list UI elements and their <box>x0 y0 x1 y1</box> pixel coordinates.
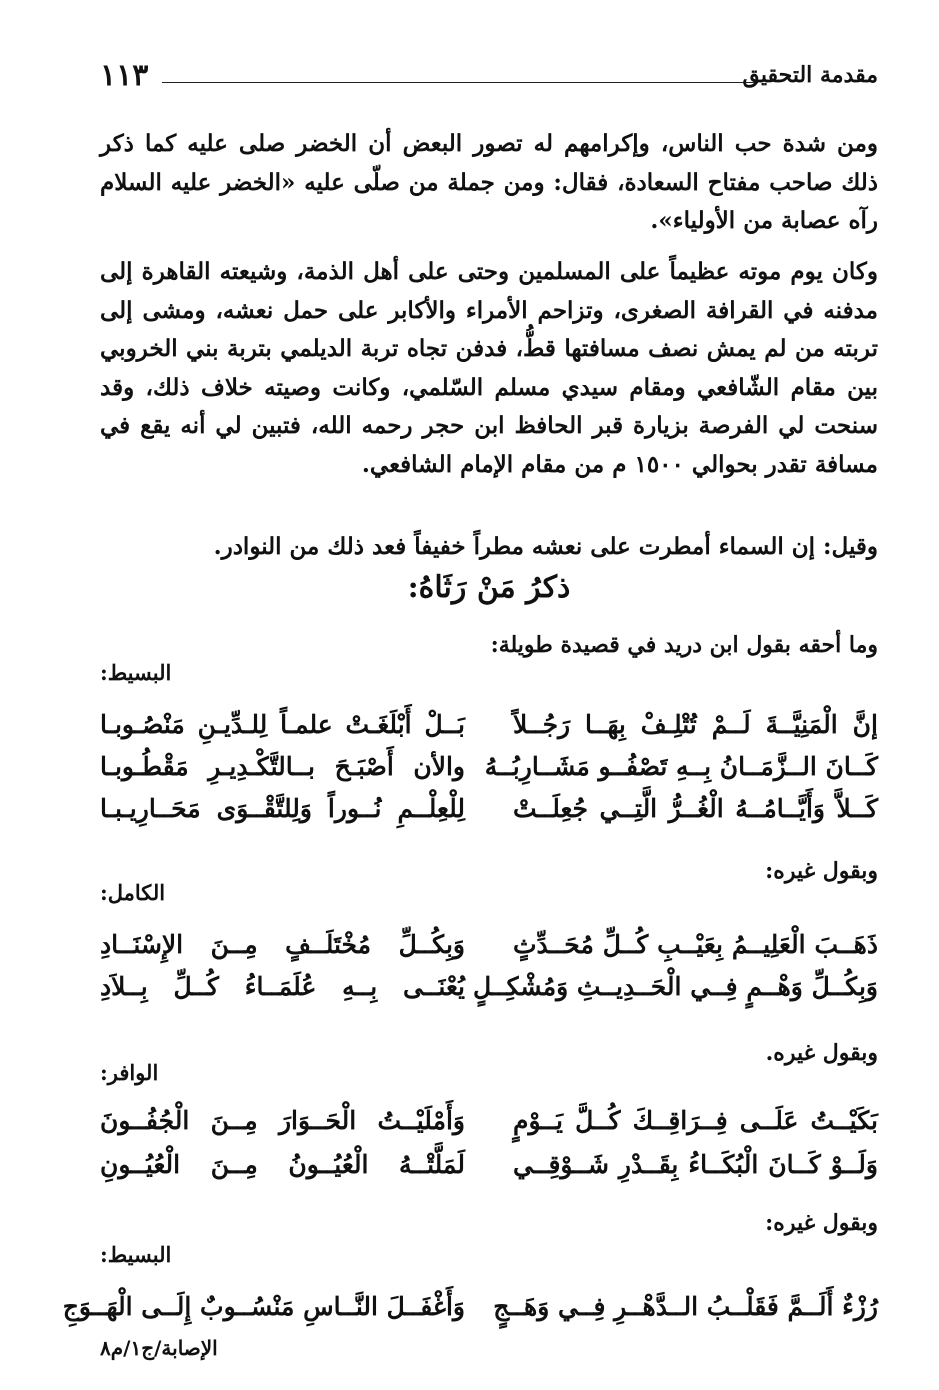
verse-first-hemistich: ذَهَــبَ الْعَلِيــمُ بِعَيْــبِ كُــلِّ مُحَــدِّثٍ <box>513 930 878 959</box>
page-number: ١١٣ <box>100 58 149 93</box>
verse-second-hemistich: يُعْنَــى بِــهِ عُلَمَــاءُ كُــلِّ بِــلاَدِ <box>100 972 465 1001</box>
running-header <box>100 58 878 98</box>
header-rule <box>162 82 758 83</box>
verse-second-hemistich: والأن أَصْبَـحَ بــالتَّكْـدِيـرِ مَقْطُـوبـا <box>100 752 465 781</box>
paragraph-khidr: ومن شدة حب الناس، وإكرامهم له تصور البعض أن الخضر صلى عليه كما ذكر ذلك صاحب مفتاح السعادة، فقال: ومن جملة من صلّى عليه «الخضر عليه السلام رآه عصابة من الأولياء». <box>100 130 878 234</box>
verse-row <box>100 794 878 834</box>
verse-second-hemistich: لِلْعِلْــمِ نُــوراً وَلِلتَّقْــوَى مَحَــارِيـبـا <box>100 794 465 823</box>
poem-meter: البسيط: <box>100 660 172 685</box>
verse-first-hemistich: إنَّ الْمَنِيَّــةَ لَــمْ تُتْلِـفْ بِهَــا رَجُــلاً <box>513 710 878 739</box>
verse-first-hemistich: وَبِكُــلِّ وَهْــمٍ فِــي الْحَــدِيــثِ وَمُشْكِــلٍ <box>473 972 878 1001</box>
paragraph-funeral: وكان يوم موته عظيماً على المسلمين وحتى على أهل الذمة، وشيعته القاهرة إلى مدفنه في القرافة الصغرى، وتزاحم الأمراء والأكابر على حمل نعشه، ومشى إلى تربته من لم يمش نصف مسافتها قطُّ، فدفن تجاه تربة الديلمي بتربة بني الخروبي بين مقام الشّافعي ومقام سيدي مسلم السّلمي، وكانت وصيته خلاف ذلك، وقد سنحت لي الفرصة بزيارة قبر الحافظ ابن حجر رحمه الله، فتبين لي أنه يقع في مسافة تقدر بحوالي ١٥٠٠ م من مقام الإمام الشافعي. <box>100 258 878 478</box>
poem-intro: وبقول غيره. <box>765 1040 878 1066</box>
verse-row <box>100 752 878 792</box>
poem-meter: الوافر: <box>100 1060 159 1085</box>
verse-second-hemistich: وَأَمْلَيْــتُ الْحَــوَارَ مِــنَ الْجُفُــونَ <box>100 1106 465 1135</box>
verse-first-hemistich: رُزْءٌ أَلَــمَّ فَقَلْــبُ الــدَّهْــرِ فِــي وَهَــجٍ <box>493 1292 878 1321</box>
poem-meter: الكامل: <box>100 880 166 905</box>
verse-first-hemistich: بَكَيْــتُ عَلَــى فِــرَاقِــكَ كُــلَّ يَــوْمٍ <box>513 1106 878 1135</box>
verse-second-hemistich: وَأَغْفَــلَ النَّــاسِ مَنْسُــوبٌ إِلَــى الْهَــوَجِ <box>62 1292 465 1321</box>
verse-second-hemistich: لَمَلَّتْــهُ الْعُيُــونُ مِــنَ الْعُيُــونِ <box>100 1150 465 1179</box>
paragraph-rain: وقيل: إن السماء أمطرت على نعشه مطراً خفيفاً فعد ذلك من النوادر. <box>213 533 878 560</box>
poem-intro: وبقول غيره: <box>765 1210 878 1236</box>
verse-first-hemistich: كَــانَ الــزَّمَــانُ بِــهِ تَصْفُــو مَشَــارِبُــهُ <box>484 752 878 781</box>
verse-first-hemistich: وَلَــوْ كَــانَ الْبُكَــاءُ بِقَــدْرِ شَــوْقِــي <box>513 1150 878 1179</box>
verse-row <box>62 1292 878 1332</box>
verse-row <box>100 1150 878 1190</box>
verse-row <box>100 972 878 1012</box>
verse-row <box>100 930 878 970</box>
running-title: مقدمة التحقيق <box>742 62 878 88</box>
poem-meter: البسيط: <box>100 1242 172 1267</box>
verse-first-hemistich: كَــلاَّ وَأَيَّــامُــهُ الْغُــرُّ الَّتِــي جُعِلَــتْ <box>513 794 878 823</box>
poem-intro: وما أحقه بقول ابن دريد في قصيدة طويلة: <box>490 632 878 658</box>
poem-intro: وبقول غيره: <box>765 858 878 884</box>
verse-second-hemistich: بَــلْ أَبْلَغَـتْ علمـاً لِلـدِّيـنِ مَنْصُـوبـا <box>100 710 465 739</box>
verse-row <box>100 710 878 750</box>
signature-mark: الإصابة/ج١/م٨ <box>100 1336 218 1360</box>
verse-second-hemistich: وَبِكُــلِّ مُخْتَلَــفٍ مِــنَ الإِسْنَــادِ <box>100 930 465 959</box>
verse-row <box>100 1106 878 1146</box>
section-heading: ذكرُ مَنْ رَثَاهُ: <box>407 570 571 605</box>
